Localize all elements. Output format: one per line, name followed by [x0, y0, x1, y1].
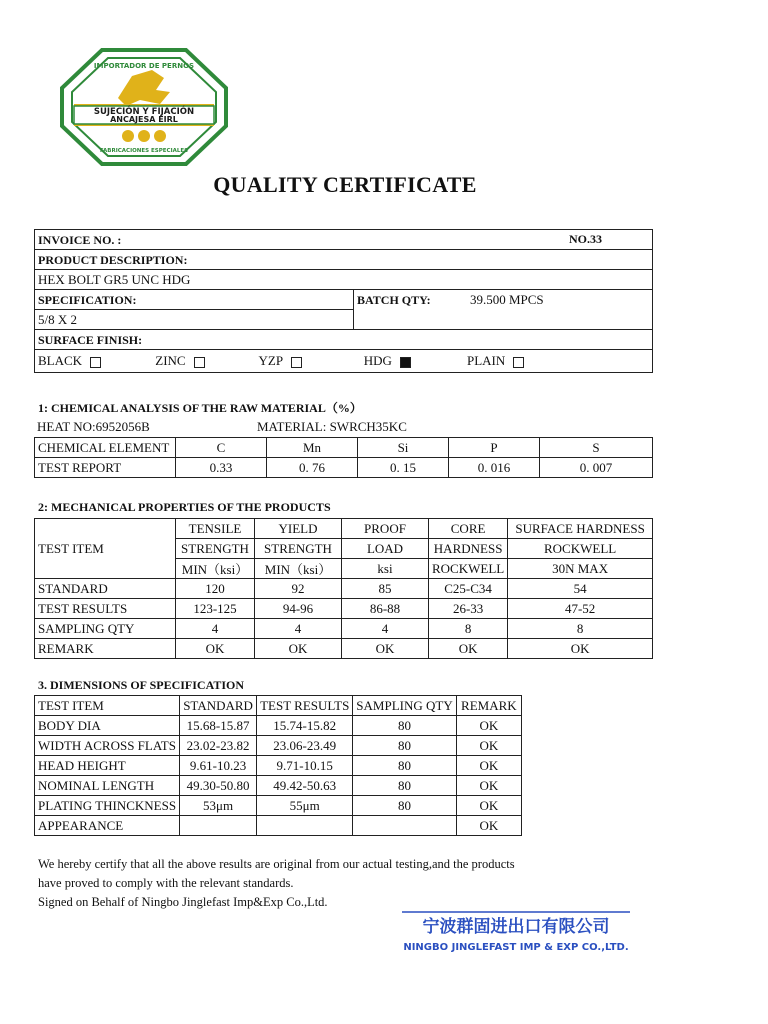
dim-header: STANDARD — [180, 696, 257, 716]
header-table — [34, 229, 653, 373]
mech-header: MIN（ksi） — [176, 559, 255, 579]
finish-yzp-label: YZP — [258, 353, 284, 368]
mech-header: STRENGTH — [176, 539, 255, 559]
cell: OK — [456, 816, 521, 836]
product-label: PRODUCT DESCRIPTION: — [38, 252, 188, 267]
cell: 92 — [255, 579, 342, 599]
cell: 55μm — [257, 796, 353, 816]
mech-header: PROOF — [342, 519, 429, 539]
test-item-header: TEST ITEM — [35, 519, 176, 579]
cell: 120 — [176, 579, 255, 599]
cell — [353, 816, 456, 836]
cell: 4 — [255, 619, 342, 639]
logo-arc-bottom: FABRICACIONES ESPECIALES — [99, 148, 189, 154]
page-title: QUALITY CERTIFICATE — [213, 172, 477, 197]
invoice-number: NO.33 — [569, 231, 602, 246]
cell: 49.42-50.63 — [257, 776, 353, 796]
finish-plain-label: PLAIN — [467, 353, 506, 368]
cell: 47-52 — [508, 599, 653, 619]
mech-header: 30N MAX — [508, 559, 653, 579]
cell: 15.68-15.87 — [180, 716, 257, 736]
dim-header: SAMPLING QTY — [353, 696, 456, 716]
cell: OK — [429, 639, 508, 659]
table-row — [35, 796, 522, 816]
element-c: C — [176, 438, 267, 458]
batch-value: 39.500 MPCS — [469, 292, 544, 307]
row-label: TEST RESULTS — [35, 599, 176, 619]
value-s: 0. 007 — [540, 458, 653, 478]
material: MATERIAL: SWRCH35KC — [257, 419, 407, 434]
cell: 8 — [508, 619, 653, 639]
table-row — [35, 639, 653, 659]
cell: 80 — [353, 776, 456, 796]
cell — [257, 816, 353, 836]
company-logo — [60, 48, 228, 166]
finish-hdg-checkbox[interactable] — [400, 357, 411, 368]
cell: 9.61-10.23 — [180, 756, 257, 776]
finish-options — [35, 350, 653, 373]
mechanical-table — [34, 518, 653, 659]
cell: 49.30-50.80 — [180, 776, 257, 796]
stamp-cn: 宁波群固进出口有限公司 — [422, 917, 610, 937]
invoice-label: INVOICE NO. : — [38, 232, 122, 247]
finish-black-checkbox[interactable] — [90, 357, 101, 368]
cell: BODY DIA — [35, 716, 180, 736]
mech-header: ksi — [342, 559, 429, 579]
cell: 86-88 — [342, 599, 429, 619]
cell: 15.74-15.82 — [257, 716, 353, 736]
cell: 80 — [353, 736, 456, 756]
cell: 94-96 — [255, 599, 342, 619]
cell: 23.06-23.49 — [257, 736, 353, 756]
cell: OK — [176, 639, 255, 659]
cell — [180, 816, 257, 836]
table-row — [35, 816, 522, 836]
table-row — [35, 756, 522, 776]
cell: 53μm — [180, 796, 257, 816]
dim-header: REMARK — [456, 696, 521, 716]
cell: 23.02-23.82 — [180, 736, 257, 756]
cell: OK — [456, 716, 521, 736]
table-row — [35, 776, 522, 796]
cell: HEAD HEIGHT — [35, 756, 180, 776]
row-label-report: TEST REPORT — [35, 458, 176, 478]
mech-header: CORE — [429, 519, 508, 539]
stamp-en: NINGBO JINGLEFAST IMP & EXP CO.,LTD. — [403, 942, 629, 953]
cell: 85 — [342, 579, 429, 599]
dim-header: TEST ITEM — [35, 696, 180, 716]
cell: WIDTH ACROSS FLATS — [35, 736, 180, 756]
row-label: STANDARD — [35, 579, 176, 599]
row-label: REMARK — [35, 639, 176, 659]
cell: 123-125 — [176, 599, 255, 619]
row-label: SAMPLING QTY — [35, 619, 176, 639]
mech-header: LOAD — [342, 539, 429, 559]
cell: 80 — [353, 756, 456, 776]
table-row — [35, 599, 653, 619]
logo-line2: ANCAJESA EIRL — [110, 115, 178, 124]
mech-header: ROCKWELL — [429, 559, 508, 579]
spec-value: 5/8 X 2 — [38, 311, 77, 327]
cell: PLATING THINCKNESS — [35, 796, 180, 816]
dim-header: TEST RESULTS — [257, 696, 353, 716]
finish-black-label: BLACK — [38, 353, 83, 368]
mech-header: HARDNESS — [429, 539, 508, 559]
mech-header: MIN（ksi） — [255, 559, 342, 579]
finish-label: SURFACE FINISH: — [38, 332, 143, 347]
cell: OK — [456, 776, 521, 796]
logo-line1: SUJECIÓN Y FIJACIÓN — [93, 107, 195, 117]
cell: OK — [342, 639, 429, 659]
mech-header: TENSILE — [176, 519, 255, 539]
cell: OK — [255, 639, 342, 659]
table-row — [35, 579, 653, 599]
spec-label: SPECIFICATION: — [38, 292, 137, 307]
value-c: 0.33 — [176, 458, 267, 478]
row-label-element: CHEMICAL ELEMENT — [35, 438, 176, 458]
logo-arc-top: IMPORTADOR DE PERNOS — [93, 62, 195, 70]
cert-line2: have proved to comply with the relevant standards. — [38, 876, 294, 890]
cell: OK — [456, 796, 521, 816]
cell: 9.71-10.15 — [257, 756, 353, 776]
mech-header: ROCKWELL — [508, 539, 653, 559]
finish-hdg-label: HDG — [363, 353, 392, 368]
heat-number: HEAT NO:6952056B — [37, 419, 150, 434]
dimensions-table — [34, 695, 522, 836]
cell: OK — [456, 736, 521, 756]
cell: C25-C34 — [429, 579, 508, 599]
section1-title: 1: CHEMICAL ANALYSIS OF THE RAW MATERIAL（%） — [38, 401, 362, 415]
section2-title: 2: MECHANICAL PROPERTIES OF THE PRODUCTS — [38, 500, 331, 514]
cell: OK — [508, 639, 653, 659]
mech-header: SURFACE HARDNESS — [508, 519, 653, 539]
chemical-table — [34, 437, 653, 478]
product-value: HEX BOLT GR5 UNC HDG — [38, 271, 191, 287]
cell: 4 — [176, 619, 255, 639]
cell: APPEARANCE — [35, 816, 180, 836]
cert-line1: We hereby certify that all the above results are original from our actual testing,and the products — [38, 857, 515, 871]
batch-label: BATCH QTY: — [357, 293, 431, 307]
cell: 80 — [353, 796, 456, 816]
mech-header: YIELD — [255, 519, 342, 539]
finish-zinc-label: ZINC — [155, 353, 186, 368]
mech-header: STRENGTH — [255, 539, 342, 559]
value-si: 0. 15 — [358, 458, 449, 478]
element-si: Si — [358, 438, 449, 458]
finish-plain-checkbox[interactable] — [513, 357, 524, 368]
cell: NOMINAL LENGTH — [35, 776, 180, 796]
table-row — [35, 716, 522, 736]
element-p: P — [449, 438, 540, 458]
element-s: S — [540, 438, 653, 458]
cell: 4 — [342, 619, 429, 639]
cell: 80 — [353, 716, 456, 736]
company-stamp — [402, 910, 630, 956]
cell: 8 — [429, 619, 508, 639]
finish-yzp-checkbox[interactable] — [291, 357, 302, 368]
finish-zinc-checkbox[interactable] — [194, 357, 205, 368]
cell: 54 — [508, 579, 653, 599]
element-mn: Mn — [267, 438, 358, 458]
table-row — [35, 619, 653, 639]
value-mn: 0. 76 — [267, 458, 358, 478]
table-row — [35, 736, 522, 756]
section3-title: 3. DIMENSIONS OF SPECIFICATION — [38, 678, 245, 692]
cell: 26-33 — [429, 599, 508, 619]
value-p: 0. 016 — [449, 458, 540, 478]
cert-line3: Signed on Behalf of Ningbo Jinglefast Imp&Exp Co.,Ltd. — [38, 895, 328, 909]
certification-text — [38, 855, 515, 912]
cell: OK — [456, 756, 521, 776]
